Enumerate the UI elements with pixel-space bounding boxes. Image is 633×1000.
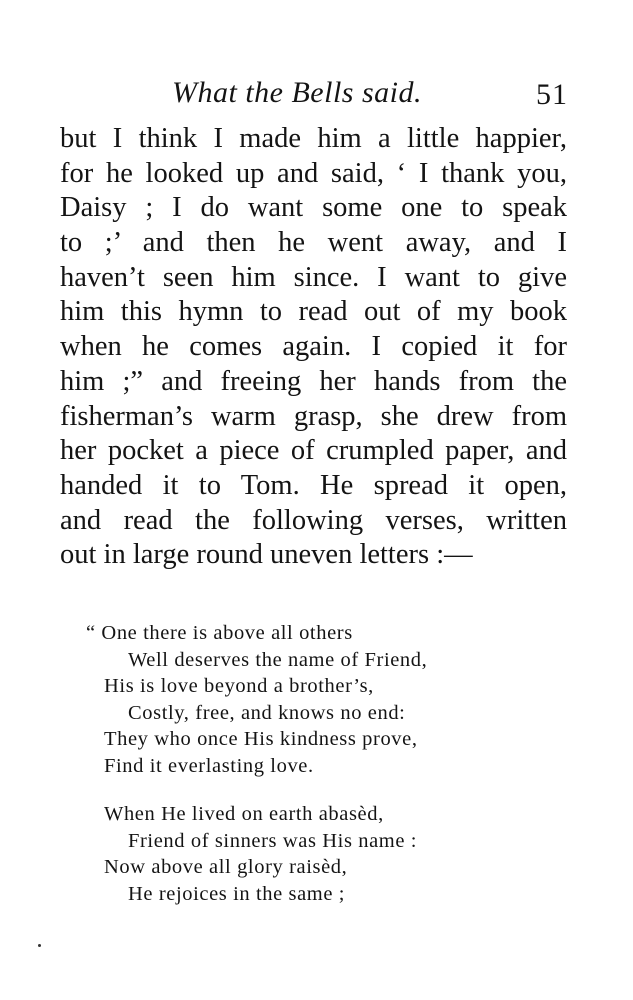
text-line: haven’t seen him since. I want to give <box>60 261 567 293</box>
verse-line: His is love beyond a brother’s, <box>104 675 374 697</box>
text-line: but I think I made him a little happier, <box>60 123 567 154</box>
printer-mark <box>38 944 41 947</box>
page-number: 51 <box>536 78 568 111</box>
hymn-verses <box>86 620 428 929</box>
verse-line: When He lived on earth abasèd, <box>104 803 384 825</box>
text-line: out in large round uneven letters :— <box>60 539 473 571</box>
verse-line: They who once His kindness prove, <box>104 728 418 750</box>
text-line: Daisy ; I do want some one to speak <box>60 192 567 224</box>
verse-line: Costly, free, and knows no end: <box>128 701 406 724</box>
verse-line: Friend of sinners was His name : <box>128 829 418 852</box>
body-text <box>60 122 567 573</box>
verse-line: He rejoices in the same ; <box>128 882 346 905</box>
verse-line: Now above all glory raisèd, <box>104 856 348 878</box>
text-line: her pocket a piece of crumpled paper, and <box>60 435 567 467</box>
text-line: handed it to Tom. He spread it open, <box>60 469 567 501</box>
text-line: him ;” and freeing her hands from the <box>60 365 567 397</box>
verse-line: Well deserves the name of Friend, <box>128 648 428 671</box>
stanza <box>86 620 428 779</box>
text-line: to ;’ and then he went away, and I <box>60 227 567 259</box>
text-line: for he looked up and said, ‘ I thank you, <box>60 157 567 189</box>
verse-line: “ One there is above all others <box>86 622 353 644</box>
text-line: and read the following verses, written <box>60 504 567 536</box>
text-line: him this hymn to read out of my book <box>60 296 567 328</box>
stanza <box>90 801 427 907</box>
text-line: fisherman’s warm grasp, she drew from <box>60 400 567 432</box>
text-line: when he comes again. I copied it for <box>60 331 567 363</box>
running-title: What the Bells said. <box>172 76 422 109</box>
verse-line: Find it everlasting love. <box>104 754 314 777</box>
